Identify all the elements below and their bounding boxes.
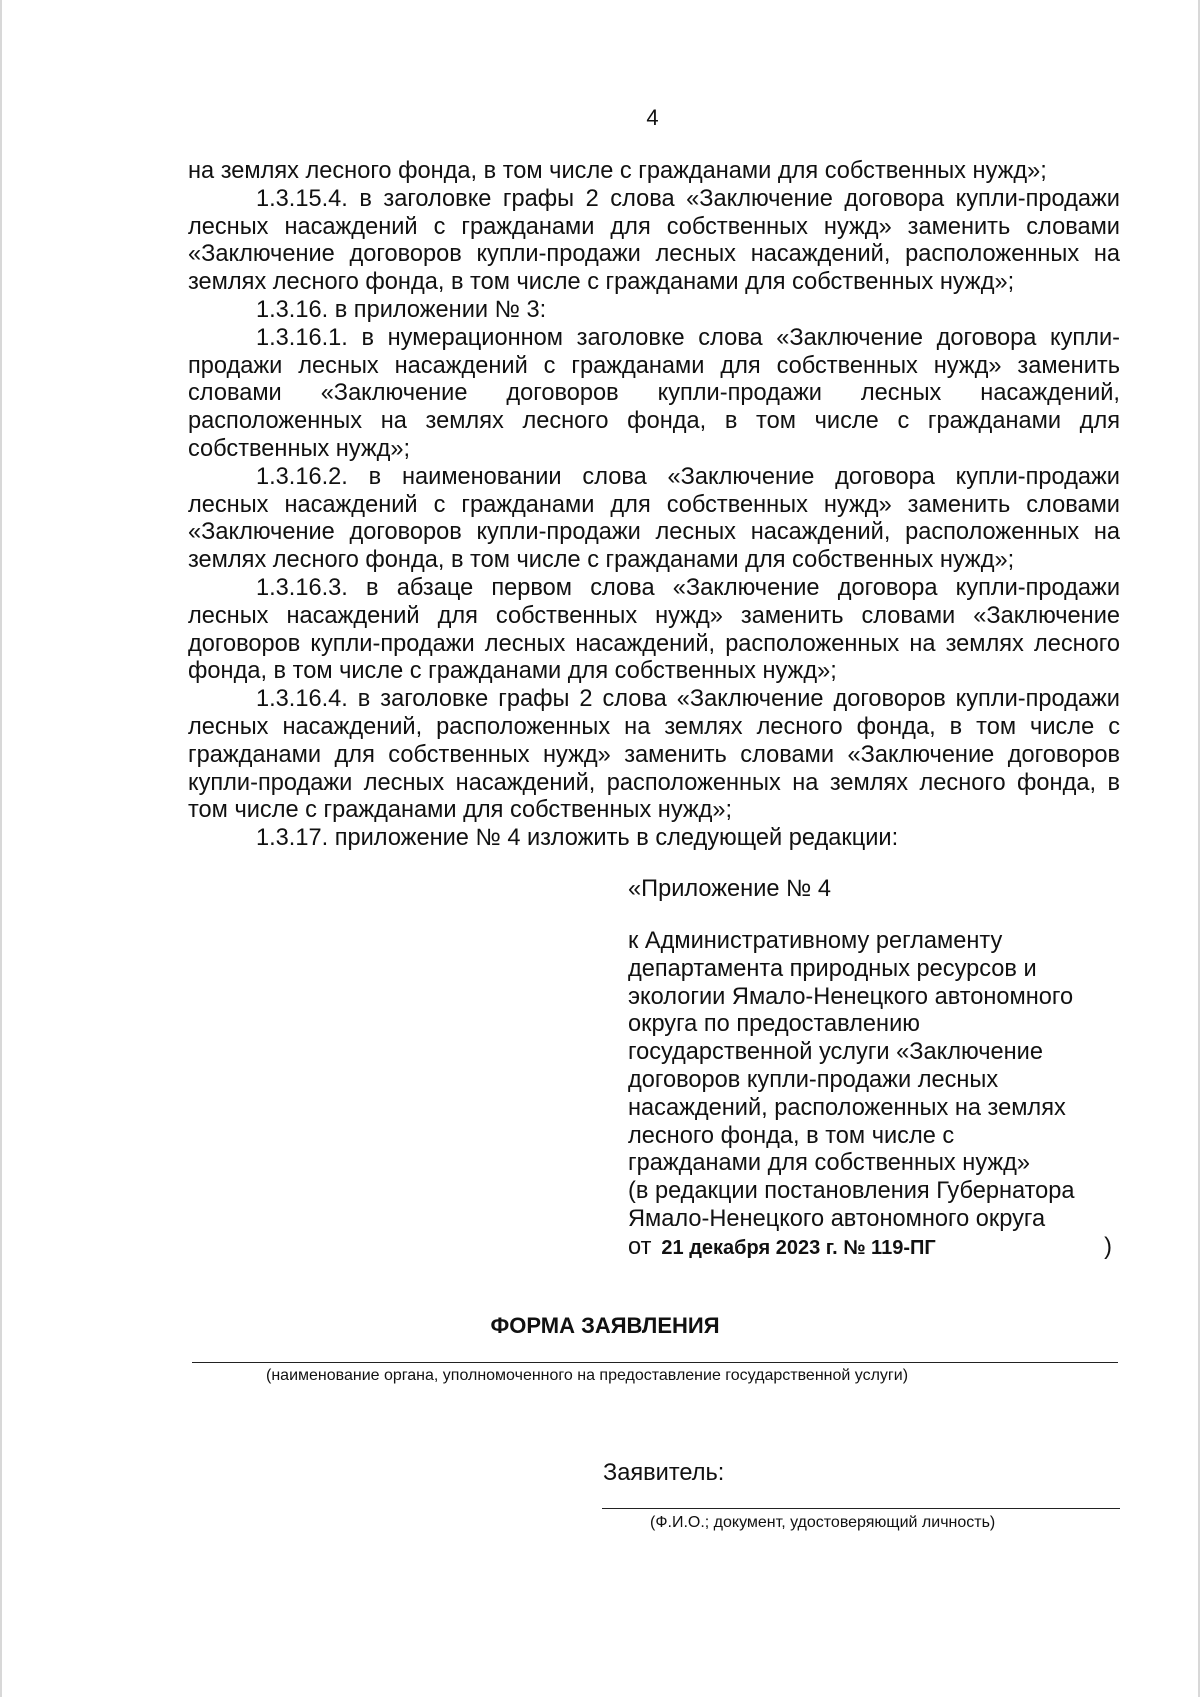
appendix-line: департамента природных ресурсов и bbox=[628, 955, 1037, 982]
paragraph: 1.3.17. приложение № 4 изложить в следующей редакции: bbox=[256, 825, 899, 852]
appendix-heading: «Приложение № 4 bbox=[628, 876, 832, 902]
appendix-line: гражданами для собственных нужд» bbox=[628, 1150, 1031, 1177]
page-number: 4 bbox=[646, 105, 659, 130]
scan-edge-left bbox=[0, 0, 2, 1697]
paragraph: 1.3.16.2. в наименовании слова «Заключение договора купли-продажи лесных насаждений с гражданами для собственных нужд» заменить словами «Заключение договоров купли-продажи лесных насаждений, расположенных на землях лесного фонда, в том числе с гражданами для собственных нужд»; bbox=[188, 463, 1120, 574]
appendix-line: (в редакции постановления Губернатора bbox=[628, 1178, 1075, 1205]
paragraph: 1.3.16.4. в заголовке графы 2 слова «Заключение договоров купли-продажи лесных насаждений, расположенных на землях лесного фонда, в том числе с гражданами для собственных нужд» заменить словами «Заключение договоров купли-продажи лесных насаждений, расположенных на землях лесного фонда, в том числе с гражданами для собственных нужд»; bbox=[188, 686, 1120, 824]
org-name-caption: (наименование органа, уполномоченного на предоставление государственной услуги) bbox=[266, 1367, 909, 1384]
appendix-line: лесного фонда, в том числе с bbox=[628, 1122, 955, 1149]
appendix-line: к Административному регламенту bbox=[628, 928, 1003, 954]
paragraph: 1.3.16. в приложении № 3: bbox=[256, 296, 547, 323]
resolution-date: 21 декабря 2023 г. № 119-ПГ bbox=[661, 1236, 936, 1259]
applicant-line bbox=[602, 1508, 1120, 1509]
body-text bbox=[188, 158, 1120, 853]
form-title: ФОРМА ЗАЯВЛЕНИЯ bbox=[490, 1313, 720, 1338]
paragraph: 1.3.16.3. в абзаце первом слова «Заключение договора купли-продажи лесных насаждений для собственных нужд» заменить словами «Заключение договоров купли-продажи лесных насаждений, расположенных на землях лесного фонда, в том числе с гражданами для собственных нужд»; bbox=[188, 574, 1120, 685]
appendix-line: государственной услуги «Заключение bbox=[628, 1039, 1043, 1066]
date-prefix: от bbox=[628, 1233, 652, 1260]
closing-paren: ) bbox=[1104, 1233, 1112, 1260]
applicant-label: Заявитель: bbox=[603, 1460, 725, 1486]
paragraph: на землях лесного фонда, в том числе с гражданами для собственных нужд»; bbox=[188, 158, 1047, 184]
paragraph: 1.3.16.1. в нумерационном заголовке слова «Заключение договора купли-продажи лесных насаждений с гражданами для собственных нужд» заменить словами «Заключение договоров купли-продажи лесных насаждений, расположенных на землях лесного фонда, в том числе с гражданами для собственных нужд»; bbox=[188, 324, 1120, 462]
resolution-date-line bbox=[628, 1234, 1120, 1263]
appendix-approval-block bbox=[628, 928, 1120, 1263]
appendix-lines bbox=[628, 928, 1120, 1234]
appendix-line: экологии Ямало-Ненецкого автономного bbox=[628, 983, 1074, 1010]
paragraph: 1.3.15.4. в заголовке графы 2 слова «Заключение договора купли-продажи лесных насаждений с гражданами для собственных нужд» заменить словами «Заключение договоров купли-продажи лесных насаждений, расположенных на землях лесного фонда, в том числе с гражданами для собственных нужд»; bbox=[188, 185, 1120, 296]
appendix-line: округа по предоставлению bbox=[628, 1011, 920, 1038]
appendix-line: насаждений, расположенных на землях bbox=[628, 1094, 1066, 1121]
appendix-line: Ямало-Ненецкого автономного округа bbox=[628, 1205, 1046, 1232]
applicant-caption: (Ф.И.О.; документ, удостоверяющий личность) bbox=[650, 1514, 996, 1531]
org-name-line bbox=[192, 1362, 1118, 1363]
appendix-line: договоров купли-продажи лесных bbox=[628, 1066, 999, 1093]
